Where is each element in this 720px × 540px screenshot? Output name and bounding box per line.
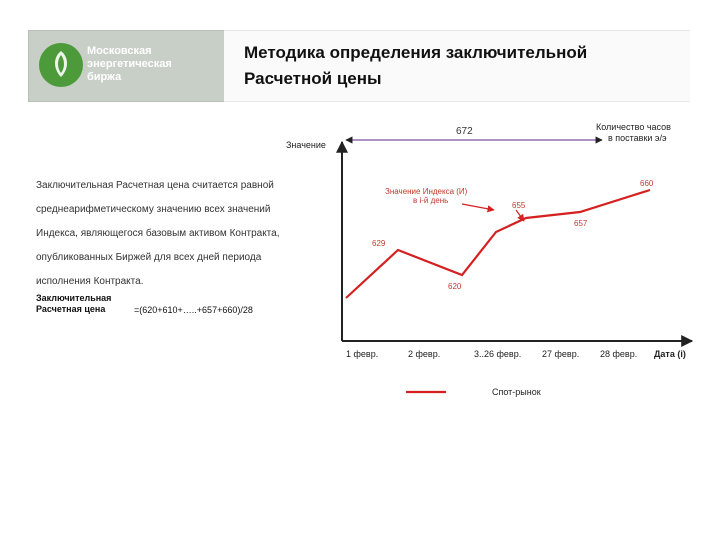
x-tick-label: 1 февр.	[346, 349, 379, 359]
formula-label-line: Расчетная цена	[36, 304, 106, 314]
chart-series	[346, 190, 650, 298]
annotation-arrow	[516, 210, 524, 221]
annotation-arrow	[462, 204, 494, 210]
spot-market-line	[346, 190, 650, 298]
logo-line: Московская	[87, 45, 152, 57]
logo-line: биржа	[87, 71, 122, 83]
logo-line: энергетическая	[87, 58, 172, 70]
description-line: Заключительная Расчетная цена считается равной	[36, 180, 274, 191]
title-line: Методика определения заключительной	[244, 43, 588, 62]
legend-label: Спот-рынок	[492, 387, 541, 397]
hours-label: в поставки э/э	[608, 133, 667, 143]
index-annotation: Значение Индекса (И)	[385, 187, 468, 196]
x-tick-label: 27 февр.	[542, 349, 580, 359]
x-tick-label: 2 февр.	[408, 349, 441, 359]
x-tick-label: 28 февр.	[600, 349, 638, 359]
hours-label: Количество часов	[596, 122, 671, 132]
data-label: 657	[574, 219, 588, 228]
data-label: 620	[448, 282, 462, 291]
description-line: опубликованных Биржей для всех дней периода	[36, 252, 262, 263]
description-line: Индекса, являющегося базовым активом Контракта,	[36, 228, 280, 239]
x-axis-label: Дата (i)	[654, 349, 686, 359]
description-line: исполнения Контракта.	[36, 276, 144, 287]
index-annotation: в i-й день	[413, 196, 449, 205]
title-line: Расчетной цены	[244, 69, 382, 88]
data-label: 660	[640, 179, 654, 188]
y-axis-label: Значение	[286, 140, 326, 150]
formula-label-line: Заключительная	[36, 293, 112, 303]
description-line: среднеарифметическому значению всех значений	[36, 204, 271, 215]
data-label: 655	[512, 201, 526, 210]
data-label: 629	[372, 239, 386, 248]
x-tick-label: 3..26 февр.	[474, 349, 522, 359]
chart-labels	[286, 122, 686, 397]
formula-value: =(620+610+…..+657+660)/28	[134, 305, 253, 315]
chart-axes	[342, 140, 692, 341]
hours-value: 672	[456, 126, 473, 137]
